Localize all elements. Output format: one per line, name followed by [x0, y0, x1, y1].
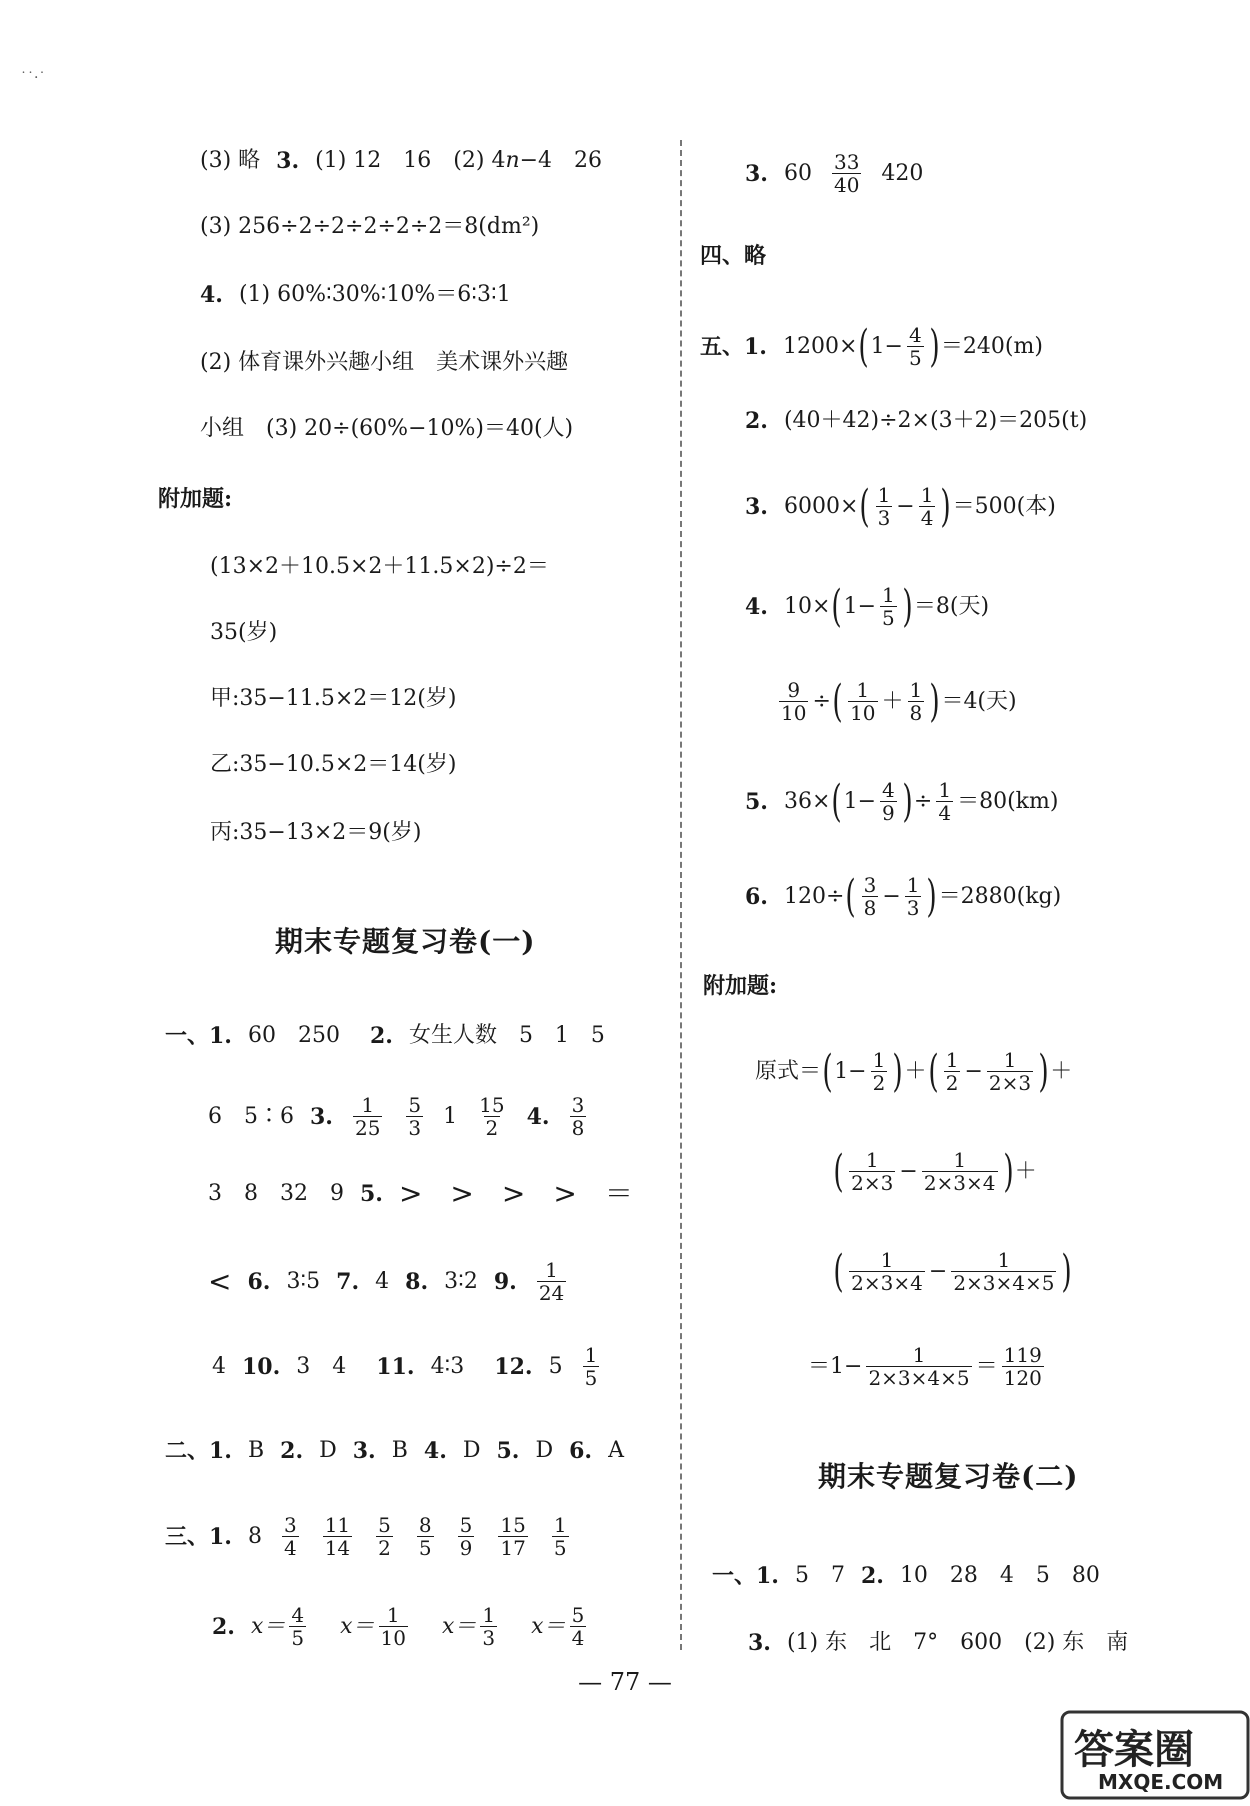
answer-text: 3 4	[296, 1354, 347, 1379]
answer-line	[165, 1440, 624, 1462]
fraction: $\frac{1}{8}$	[909, 678, 923, 725]
page-number: 77	[609, 1668, 641, 1696]
fraction: $\frac{5}{3}$	[408, 1093, 422, 1140]
answer-text: 120÷	[783, 884, 845, 909]
answer-text: 60 250	[247, 1023, 340, 1048]
answer-text: 420	[881, 161, 924, 186]
right-paren: )	[940, 481, 952, 532]
left-paren: (	[833, 1146, 844, 1197]
answer-text: (40＋42)÷2×(3＋2)＝205(t)	[783, 408, 1088, 433]
question-number: 2.	[745, 408, 768, 434]
answer-line: $\frac{9}{10}$ ÷ ( $\frac{1}{10}$ ＋ $\frac{1}{8}$ ) ＝4(天)	[781, 676, 1017, 727]
fraction: $\frac{1}{25}$	[354, 1093, 381, 1140]
question-number: 6.	[745, 884, 768, 910]
answer-line	[745, 776, 1059, 827]
answer-text: 1−	[843, 594, 877, 619]
right-paren: )	[902, 581, 913, 632]
right-paren: )	[929, 321, 940, 372]
answer-text: ＝240(m)	[940, 334, 1043, 359]
answer-text: 1−	[834, 1059, 867, 1084]
question-number: 3.	[745, 161, 768, 187]
question-number: 2.	[280, 1438, 304, 1464]
answer-text: ＝1−	[808, 1354, 863, 1379]
answer-line	[200, 418, 573, 440]
fraction: $\frac{1}{10}$	[380, 1603, 406, 1650]
question-number: 二、1.	[165, 1438, 232, 1464]
equation-label: x＝	[531, 1614, 566, 1639]
question-number: 一、1.	[165, 1023, 232, 1049]
answer-line	[212, 1605, 590, 1649]
answer-text: 丙:35−13×2＝9(岁)	[210, 820, 422, 845]
left-paren: (	[822, 1046, 833, 1097]
extra-question-label: 附加题:	[703, 973, 778, 999]
fraction: $\frac{33}{40}$	[833, 150, 860, 197]
answer-text: D	[535, 1438, 554, 1463]
right-paren: )	[892, 1046, 904, 1097]
answer-text: 3∶2	[444, 1269, 478, 1294]
section-heading: 期末专题复习卷(二)	[818, 1460, 1079, 1493]
answer-line	[208, 1177, 633, 1210]
question-number: 3.	[276, 148, 300, 174]
answer-line	[210, 822, 421, 844]
answer-text: 甲:35−11.5×2＝12(岁)	[210, 686, 457, 711]
answer-text: −4 26	[519, 148, 603, 173]
fraction: $\frac{4}{5}$	[291, 1603, 305, 1650]
answer-text: ＝500(本)	[952, 494, 1056, 519]
fraction: $\frac{4}{9}$	[882, 778, 895, 825]
watermark-url: MXQE.COM	[1098, 1770, 1224, 1794]
answer-text: 4	[375, 1269, 390, 1294]
answer-text: ＝80(km)	[957, 789, 1059, 814]
answer-text: (1) 60%∶30%∶10%＝6∶3∶1	[238, 282, 511, 307]
answer-text: (3) 256÷2÷2÷2÷2÷2＝8(dm²)	[200, 214, 540, 239]
fraction: $\frac{1}{24}$	[538, 1258, 565, 1305]
question-number: 3.	[745, 494, 768, 520]
fraction: $\frac{5}{9}$	[459, 1513, 473, 1560]
fraction: $\frac{1}{10}$	[850, 678, 876, 725]
right-paren: )	[1002, 1146, 1014, 1197]
left-paren: (	[845, 871, 857, 922]
fraction: $\frac{3}{8}$	[863, 873, 877, 920]
question-number: 2.	[860, 1563, 884, 1589]
fraction: $\frac{1}{4}$	[920, 483, 934, 530]
question-number: 6.	[569, 1438, 593, 1464]
answer-line	[212, 1345, 603, 1389]
question-number: 11.	[376, 1354, 415, 1380]
watermark-logo	[1060, 1710, 1250, 1800]
answer-text: B	[391, 1438, 408, 1463]
question-number: 2.	[212, 1614, 235, 1640]
answer-line	[208, 1260, 570, 1304]
watermark-title: 答案圈	[1074, 1727, 1194, 1773]
answer-line	[200, 150, 602, 172]
answer-text: 1200×	[782, 334, 858, 359]
question-number: 10.	[242, 1354, 281, 1380]
question-number: 6.	[247, 1269, 271, 1295]
equation-label: x＝	[250, 1614, 286, 1639]
answer-line	[210, 754, 456, 776]
question-number: 3.	[310, 1104, 333, 1130]
question-number: 4.	[200, 282, 223, 308]
answer-text: 1	[443, 1104, 458, 1129]
answer-line	[200, 284, 511, 306]
answer-line	[200, 216, 539, 238]
fraction: $\frac{9}{10}$	[781, 678, 807, 725]
answer-text: <	[208, 1265, 232, 1298]
answer-text: B	[247, 1438, 265, 1463]
fraction: $\frac{1}{2\times 3\times 4}$	[851, 1248, 923, 1295]
answer-line	[210, 622, 277, 644]
answer-text: D	[462, 1438, 481, 1463]
right-paren: )	[926, 871, 938, 922]
fraction: $\frac{3}{8}$	[571, 1093, 585, 1140]
answer-text: 1−	[870, 334, 903, 359]
question-number: 8.	[405, 1269, 429, 1295]
answer-line	[748, 1632, 1128, 1654]
fraction: $\frac{1}{2}$	[945, 1048, 959, 1095]
question-number: 9.	[493, 1269, 517, 1295]
question-number: 5.	[496, 1438, 520, 1464]
answer-line: 6. 120÷ ( $\frac{3}{8}$ − $\frac{1}{3}$ ) ＝2880(kg)	[745, 871, 1062, 922]
answer-text: 5	[548, 1354, 563, 1379]
answer-text: 10×	[783, 594, 831, 619]
answer-line	[210, 556, 549, 578]
fraction: $\frac{1}{2\times 3\times 4\times 5}$	[868, 1343, 970, 1390]
variable: n	[505, 148, 520, 173]
answer-text: 60	[783, 161, 812, 186]
fraction: $\frac{15}{17}$	[500, 1513, 526, 1560]
fraction: $\frac{1}{5}$	[553, 1513, 567, 1560]
answer-text: 3 8 32 9	[208, 1181, 344, 1206]
answer-line: ( $\frac{1}{2\times 3}$ − $\frac{1}{2\times 3\times 4}$ ) ＋	[833, 1146, 1037, 1197]
answer-text: ÷	[913, 789, 933, 814]
fraction: $\frac{4}{5}$	[909, 323, 922, 370]
answer-text: 小组 (3) 20÷(60%−10%)＝40(人)	[200, 416, 574, 441]
right-paren: )	[1061, 1246, 1073, 1297]
answer-text: (2) 体育课外兴趣小组 美术课外兴趣	[200, 350, 569, 375]
answer-text: 女生人数 5 1 5	[408, 1023, 605, 1048]
answer-text: 6000×	[783, 494, 859, 519]
fraction: $\frac{1}{2\times 3\times 4\times 5}$	[953, 1248, 1055, 1295]
equation-label: x＝	[340, 1614, 375, 1639]
fraction: $\frac{8}{5}$	[418, 1513, 432, 1560]
answer-text: 35(岁)	[210, 620, 278, 645]
answer-text: 3∶5	[286, 1269, 321, 1294]
answer-line	[165, 1515, 589, 1559]
answer-line	[745, 581, 990, 632]
answer-line	[712, 1565, 1100, 1587]
answer-line	[745, 152, 923, 196]
answer-line	[808, 1345, 1048, 1389]
fraction: $\frac{1}{2\times 3}$	[851, 1148, 894, 1195]
fraction: $\frac{1}{3}$	[482, 1603, 496, 1650]
answer-line	[745, 410, 1087, 432]
question-number: 一、1.	[712, 1563, 779, 1589]
fraction: $\frac{119}{120}$	[1003, 1343, 1042, 1390]
answer-text: 1−	[843, 789, 877, 814]
question-number: 4.	[745, 594, 768, 620]
answer-text: 4∶3	[430, 1354, 465, 1379]
fraction: $\frac{15}{2}$	[479, 1093, 505, 1140]
left-paren: (	[859, 481, 871, 532]
left-paren: (	[831, 581, 843, 632]
question-number: 3.	[352, 1438, 376, 1464]
fraction: $\frac{1}{2\times 3\times 4}$	[923, 1148, 996, 1195]
answer-text: ＝2880(kg)	[938, 884, 1062, 909]
question-number: 4.	[423, 1438, 447, 1464]
scan-marks: ˙˙·˙	[20, 70, 46, 86]
answer-text: 乙:35−10.5×2＝14(岁)	[210, 752, 457, 777]
answer-line	[165, 1025, 605, 1047]
answer-text: ÷	[812, 689, 831, 714]
fraction: $\frac{3}{4}$	[283, 1513, 297, 1560]
answer-text: ＝4(天)	[941, 689, 1017, 714]
question-number: 4.	[526, 1104, 550, 1130]
fraction: $\frac{1}{3}$	[877, 483, 891, 530]
answer-text: 4	[212, 1354, 226, 1379]
answer-line	[210, 688, 456, 710]
answer-line	[700, 321, 1043, 372]
fraction: $\frac{1}{4}$	[938, 778, 952, 825]
right-paren: )	[902, 776, 913, 827]
answer-text: (1) 东 北 7° 600 (2) 东 南	[786, 1630, 1129, 1655]
fraction: $\frac{5}{4}$	[571, 1603, 585, 1650]
left-paren: (	[831, 776, 843, 827]
answer-text: ＝	[975, 1354, 998, 1379]
fraction: $\frac{1}{2}$	[872, 1048, 886, 1095]
fraction: $\frac{1}{2\times 3}$	[988, 1048, 1032, 1095]
question-number: 3.	[748, 1630, 771, 1656]
answer-text: ＋	[904, 1059, 927, 1084]
section-heading: 期末专题复习卷(一)	[275, 925, 536, 958]
answer-line	[200, 352, 568, 374]
right-paren: )	[1038, 1046, 1049, 1097]
column-divider	[680, 140, 682, 1650]
left-paren: (	[832, 676, 843, 727]
answer-text: (1) 12 16 (2) 4	[315, 148, 506, 173]
answer-text: A	[608, 1438, 624, 1463]
fraction: $\frac{1}{5}$	[584, 1343, 598, 1390]
answer-text: ＝8(天)	[913, 594, 990, 619]
answer-text: (13×2＋10.5×2＋11.5×2)÷2＝	[210, 554, 549, 579]
answer-text: (3) 略	[200, 148, 261, 173]
right-paren: )	[929, 676, 941, 727]
question-number: 5.	[360, 1181, 383, 1207]
answer-text: 原式＝	[755, 1059, 822, 1084]
answer-text: D	[319, 1438, 337, 1463]
answer-text: 8	[247, 1524, 262, 1549]
left-paren: (	[927, 1046, 939, 1097]
answer-line: 原式＝ ( 1− $\frac{1}{2}$ ) ＋ ( $\frac{1}{2}$ − $\frac{1}{2\times 3}$ ) ＋	[755, 1046, 1073, 1097]
fraction: $\frac{5}{2}$	[378, 1513, 391, 1560]
answer-text: 5 7	[794, 1563, 845, 1588]
answer-line: 3. 6000× ( $\frac{1}{3}$ − $\frac{1}{4}$ ) ＝500(本)	[745, 481, 1056, 532]
answer-line: 四、略	[700, 243, 767, 269]
left-paren: (	[833, 1246, 844, 1297]
question-number: 2.	[369, 1023, 393, 1049]
question-number: 三、1.	[165, 1524, 232, 1550]
page-footer: — 77 —	[578, 1668, 672, 1696]
fraction: $\frac{11}{14}$	[324, 1513, 351, 1560]
left-paren: (	[858, 321, 870, 372]
extra-question-label: 附加题:	[158, 486, 233, 512]
question-number: 12.	[494, 1354, 533, 1380]
answer-text: 10 28 4 5 80	[899, 1563, 1100, 1588]
fraction: $\frac{1}{5}$	[882, 583, 895, 630]
answer-line: ( $\frac{1}{2\times 3\times 4}$ − $\frac{1}{2\times 3\times 4\times 5}$ )	[833, 1246, 1073, 1297]
answer-line	[208, 1095, 590, 1139]
equation-label: x＝	[442, 1614, 477, 1639]
answer-text: 6 5∶6	[208, 1104, 294, 1129]
answer-text: 36×	[783, 789, 831, 814]
fraction: $\frac{1}{3}$	[906, 873, 920, 920]
question-number: 5.	[745, 789, 768, 815]
question-number: 五、1.	[700, 334, 767, 360]
answer-text: > > > > ＝	[398, 1177, 633, 1210]
question-number: 7.	[336, 1269, 360, 1295]
